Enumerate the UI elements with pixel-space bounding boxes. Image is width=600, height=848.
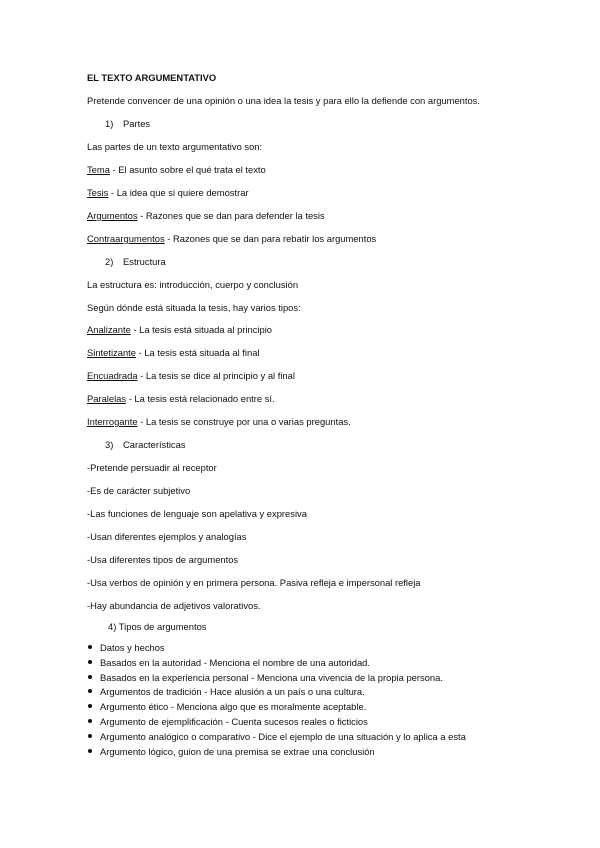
structure-type-desc: - La tesis está relacionado entre sí. — [126, 393, 275, 404]
structure-type-item — [87, 324, 272, 335]
part-item — [87, 210, 325, 221]
structure-type-desc: - La tesis se construye por una o varias preguntas. — [137, 416, 351, 427]
part-item — [87, 164, 266, 175]
bullet-icon — [88, 749, 92, 753]
bullet-icon — [88, 734, 92, 738]
section-2-number: 2) — [105, 256, 114, 267]
list-item-text: Basados en la autoridad - Menciona el nombre de una autoridad. — [100, 656, 370, 668]
structure-type-item — [87, 416, 351, 427]
list-item-text: Argumentos de tradición - Hace alusión a un país o una cultura. — [100, 686, 365, 698]
structure-type-term: Interrogante — [87, 416, 138, 427]
part-term: Contraargumentos — [87, 233, 165, 244]
part-desc: - La idea que si quiere demostrar — [108, 187, 249, 198]
list-item-text: Argumento ético - Menciona algo que es moralmente aceptable. — [100, 701, 367, 713]
structure-type-term: Paralelas — [87, 393, 127, 404]
bullet-icon — [88, 704, 92, 708]
part-term: Argumentos — [87, 210, 138, 221]
structure-intro: La estructura es: introducción, cuerpo y conclusión — [87, 279, 299, 290]
bullet-icon — [88, 689, 92, 693]
characteristic-item: -Hay abundancia de adjetivos valorativos. — [87, 600, 261, 611]
structure-type-item — [87, 370, 295, 381]
part-desc: - El asunto sobre el qué trata el texto — [109, 164, 266, 175]
part-desc: - Razones que se dan para defender la tesis — [137, 210, 325, 221]
characteristic-item: -Las funciones de lenguaje son apelativa y expresiva — [87, 508, 307, 519]
part-term: Tesis — [87, 187, 109, 198]
structure-type-term: Sintetizante — [87, 347, 136, 358]
structure-types-intro: Según dónde está situada la tesis, hay varios tipos: — [87, 302, 301, 313]
section-4-heading: 4) Tipos de argumentos — [108, 621, 207, 632]
bullet-icon — [88, 645, 92, 649]
characteristic-item: -Es de carácter subjetivo — [87, 485, 191, 496]
list-item-text: Datos y hechos — [100, 642, 165, 653]
structure-type-term: Encuadrada — [87, 370, 138, 381]
structure-type-item — [87, 393, 275, 404]
characteristic-item: -Usa diferentes tipos de argumentos — [87, 554, 239, 565]
document-title: EL TEXTO ARGUMENTATIVO — [87, 72, 217, 83]
list-item-text: Argumento de ejemplificación - Cuenta sucesos reales o ficticios — [100, 716, 368, 727]
bullet-icon — [88, 675, 92, 679]
structure-type-item — [87, 347, 260, 358]
structure-type-desc: - La tesis está situada al final — [136, 347, 260, 358]
list-item-text: Argumento analógico o comparativo - Dice el ejemplo de una situación y lo aplica a esta — [100, 730, 466, 742]
part-item — [87, 233, 376, 244]
section-1-heading: Partes — [123, 118, 151, 129]
characteristic-item: -Usa verbos de opinión y en primera persona. Pasiva refleja e impersonal refleja — [87, 577, 421, 588]
bullet-icon — [88, 719, 92, 723]
list-item-text: Argumento lógico, guion de una premisa se extrae una conclusión — [100, 745, 375, 757]
section-1-number: 1) — [105, 118, 114, 129]
structure-type-term: Analizante — [87, 324, 131, 335]
characteristic-item: -Usan diferentes ejemplos y analogías — [87, 531, 247, 542]
section-2-heading: Estructura — [123, 256, 166, 267]
bullet-icon — [88, 660, 92, 664]
structure-type-desc: - La tesis está situada al principio — [130, 324, 273, 335]
parts-intro: Las partes de un texto argumentativo son: — [87, 141, 263, 152]
part-desc: - Razones que se dan para rebatir los argumentos — [164, 233, 377, 244]
part-item — [87, 187, 249, 198]
intro-paragraph: Pretende convencer de una opinión o una idea la tesis y para ello la defiende con argumentos. — [87, 95, 480, 106]
list-item-text: Basados en la experiencia personal - Menciona una vivencia de la propia persona. — [100, 671, 443, 683]
section-3-number: 3) — [105, 439, 114, 450]
section-3-heading: Características — [123, 439, 186, 450]
structure-type-desc: - La tesis se dice al principio y al final — [137, 370, 295, 381]
part-term: Tema — [87, 164, 110, 175]
characteristic-item: -Pretende persuadir al receptor — [87, 462, 217, 473]
